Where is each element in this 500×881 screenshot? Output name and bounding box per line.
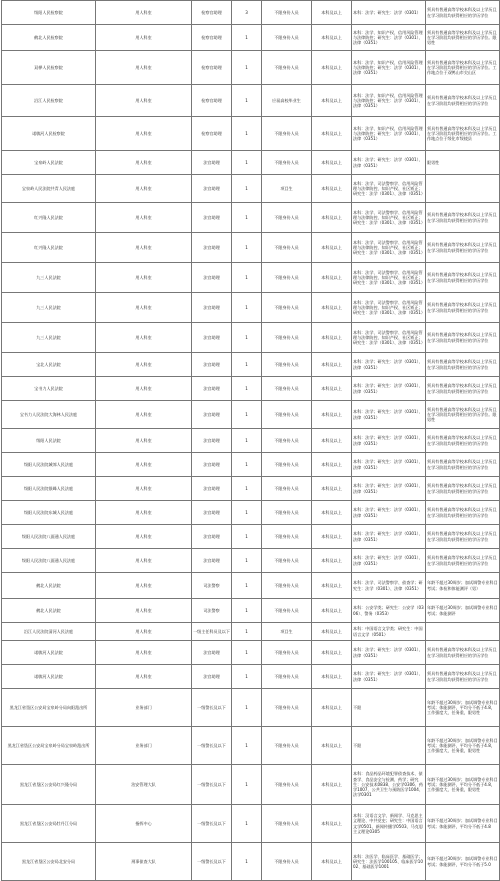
education-cell: 本科及以上 (312, 689, 352, 727)
major-cell: 本科：法学；研究生：法学（0301）、法律（0351） (352, 401, 426, 429)
employer-cell: 双桦人民检察院 (2, 51, 96, 85)
table-row (2, 623, 500, 641)
table-row (2, 525, 500, 549)
remark-cell (426, 175, 500, 203)
department-cell: 治安管理大队 (96, 765, 192, 805)
quota-cell: 1 (232, 117, 262, 151)
major-cell: 本科：法学、司法警察学、信用风险管理与法律防控、知识产权、社区矫正；研究生：法学（0301）、法律（0351） (352, 263, 426, 293)
remark-cell: 须具有普通高等学校本科及以上学历且在学习阶段均获得相应的学历学位 (426, 323, 500, 353)
remark-cell: 须具有普通高等学校本科及以上学历且在学习阶段均获得相应的学历学位 (426, 477, 500, 501)
position-cell: 一级警长及以下 (192, 727, 232, 765)
major-cell: 本科：法学；研究生：法学（0301）、法律（0351） (352, 665, 426, 689)
education-cell: 本科及以上 (312, 353, 352, 377)
quota-cell: 1 (232, 843, 262, 881)
employer-cell: 诺敏河人民法院 (2, 665, 96, 689)
remark-cell: 须具有普通高等学校本科及以上学历且在学习阶段均获得相应的学历学位 (426, 85, 500, 117)
remark-cell: 须具有普通高等学校本科及以上学历且在学习阶段均获得相应的学历学位 (426, 641, 500, 665)
identity-cell: 项目生 (262, 175, 312, 203)
employer-cell: 鹤北人民法院 (2, 599, 96, 623)
quota-cell: 1 (232, 203, 262, 233)
remark-cell: 须具有普通高等学校本科及以上学历且在学习阶段均获得相应的学历学位 (426, 353, 500, 377)
position-cell: 法官助理 (192, 377, 232, 401)
table-row (2, 263, 500, 293)
quota-cell: 1 (232, 293, 262, 323)
table-row (2, 549, 500, 573)
quota-cell: 1 (232, 401, 262, 429)
major-cell: 本科：法学；研究生：法学（0301）、法律（0351） (352, 477, 426, 501)
quota-cell: 1 (232, 525, 262, 549)
identity-cell: 不限身份人员 (262, 765, 312, 805)
major-cell: 本科：法学、知识产权、信用风险管理与法律防控；研究生：法学（0301）、法律（0351） (352, 25, 426, 51)
position-cell: 法官助理 (192, 323, 232, 353)
identity-cell: 项目生 (262, 623, 312, 641)
department-cell: 用人科室 (96, 1, 192, 25)
education-cell: 本科及以上 (312, 429, 352, 453)
table-row (2, 203, 500, 233)
major-cell: 本科：法学、司法警察学、侦查学；研究生：法学（0301）、法律（0351） (352, 573, 426, 599)
employer-cell: 绥阳人民检察院 (2, 1, 96, 25)
employer-cell: 诺敏河人民法院 (2, 641, 96, 665)
employer-cell: 宝书力人民法院 (2, 377, 96, 401)
position-cell: 法官助理 (192, 151, 232, 175)
remark-cell: 须具有普通高等学校本科及以上学历且在学习阶段均获得相应的学历学位 (426, 203, 500, 233)
remark-cell: 须具有普通高等学校本科及以上学历且在学习阶段均获得相应的学历学位 (426, 453, 500, 477)
position-cell: 检察官助理 (192, 85, 232, 117)
table-row (2, 151, 500, 175)
quota-cell: 1 (232, 263, 262, 293)
table-row (2, 401, 500, 429)
identity-cell: 不限身份人员 (262, 25, 312, 51)
position-cell: 法官助理 (192, 525, 232, 549)
education-cell: 本科及以上 (312, 51, 352, 85)
education-cell: 本科及以上 (312, 843, 352, 881)
remark-cell: 须具有普通高等学校本科及以上学历且在学习阶段均获得相应的学历学位 (426, 1, 500, 25)
department-cell: 用人科室 (96, 151, 192, 175)
remark-cell: 须具有普通高等学校本科及以上学历且在学习阶段均获得相应的学历学位 (426, 233, 500, 263)
quota-cell: 1 (232, 665, 262, 689)
remark-cell: 限男性 (426, 151, 500, 175)
position-cell: 法官助理 (192, 353, 232, 377)
quota-cell: 1 (232, 765, 262, 805)
table-row (2, 353, 500, 377)
identity-cell: 不限身份人员 (262, 843, 312, 881)
remark-cell: 年龄不超过30周岁；加试调警专业科目考试；体能测评，平均分不低于4.8 (426, 805, 500, 843)
education-cell: 本科及以上 (312, 25, 352, 51)
position-cell: 法官助理 (192, 233, 232, 263)
education-cell: 本科及以上 (312, 453, 352, 477)
quota-cell: 1 (232, 51, 262, 85)
employer-cell: 红兴隆人民法院 (2, 233, 96, 263)
identity-cell: 不限身份人员 (262, 599, 312, 623)
remark-cell: 须具有普通高等学校本科及以上学历且在学习阶段均获得相应的学历学位 (426, 293, 500, 323)
major-cell: 本科：法学、知识产权、信用风险管理与法律防控；研究生：法学（0301）、法律（0351） (352, 51, 426, 85)
department-cell: 业务部门 (96, 689, 192, 727)
major-cell: 本科：法学、知识产权、信用风险管理与法律防控；研究生：法学（0301）、法律（0351） (352, 117, 426, 151)
identity-cell: 不限身份人员 (262, 51, 312, 85)
position-cell: 法官助理 (192, 293, 232, 323)
remark-cell: 年龄不超过30周岁；加试调警专业科目考试；体能测评，平均分不低于5.0 (426, 843, 500, 881)
education-cell: 本科及以上 (312, 525, 352, 549)
identity-cell: 不限身份人员 (262, 151, 312, 175)
identity-cell: 不限身份人员 (262, 641, 312, 665)
major-cell: 本科：法学、司法警察学、信用风险管理与法律防控、知识产权、社区矫正；研究生：法学（0301）、法律（0351） (352, 175, 426, 203)
education-cell: 本科及以上 (312, 1, 352, 25)
department-cell: 用人科室 (96, 25, 192, 51)
quota-cell: 1 (232, 727, 262, 765)
position-cell: 法官助理 (192, 175, 232, 203)
position-cell: 一级警长及以下 (192, 843, 232, 881)
position-cell: 法官助理 (192, 501, 232, 525)
department-cell: 用人科室 (96, 175, 192, 203)
table-row (2, 51, 500, 85)
department-cell: 用人科室 (96, 233, 192, 263)
education-cell: 本科及以上 (312, 377, 352, 401)
education-cell: 本科及以上 (312, 175, 352, 203)
department-cell: 用人科室 (96, 293, 192, 323)
major-cell: 本科：法学；研究生：法学（0301）、法律（0351） (352, 501, 426, 525)
table-row (2, 377, 500, 401)
employer-cell: 黑龙江省垦区公安局宝泉岭分局宝泉岭派出所 (2, 727, 96, 765)
department-cell: 用人科室 (96, 501, 192, 525)
department-cell: 用人科室 (96, 323, 192, 353)
major-cell: 本科：法学；研究生：法学（0301） (352, 1, 426, 25)
identity-cell: 不限身份人员 (262, 525, 312, 549)
employer-cell: 沿江人民法院清河人民法庭 (2, 623, 96, 641)
employer-cell: 绥阳人民法院八面通人民法庭 (2, 549, 96, 573)
remark-cell: 年龄不超过30周岁；加试调警专业科目考试；体能测评，平均分不低于4.8，工作强度大，任务重，限男性 (426, 689, 500, 727)
quota-cell: 1 (232, 353, 262, 377)
employer-cell: 诺敏河人民检察院 (2, 117, 96, 151)
education-cell: 本科及以上 (312, 501, 352, 525)
department-cell: 用人科室 (96, 549, 192, 573)
identity-cell: 不限身份人员 (262, 233, 312, 263)
identity-cell: 不限身份人员 (262, 549, 312, 573)
identity-cell: 不限身份人员 (262, 377, 312, 401)
identity-cell: 不限身份人员 (262, 689, 312, 727)
education-cell: 本科及以上 (312, 805, 352, 843)
department-cell: 用人科室 (96, 353, 192, 377)
quota-cell: 1 (232, 453, 262, 477)
identity-cell: 不限身份人员 (262, 573, 312, 599)
major-cell: 本科：法学、知识产权、信用风险管理与法律防控；研究生：法学（0301）、法律（0351） (352, 85, 426, 117)
table-row (2, 765, 500, 805)
table-row (2, 1, 500, 25)
identity-cell: 应届高校毕业生 (262, 85, 312, 117)
education-cell: 本科及以上 (312, 477, 352, 501)
department-cell: 用人科室 (96, 525, 192, 549)
department-cell: 业务部门 (96, 727, 192, 765)
education-cell: 本科及以上 (312, 623, 352, 641)
position-cell: 法官助理 (192, 263, 232, 293)
identity-cell: 不限身份人员 (262, 323, 312, 353)
employer-cell: 九三人民法院 (2, 323, 96, 353)
major-cell: 不限 (352, 689, 426, 727)
department-cell: 用人科室 (96, 599, 192, 623)
identity-cell: 不限身份人员 (262, 117, 312, 151)
education-cell: 本科及以上 (312, 233, 352, 263)
quota-cell: 1 (232, 599, 262, 623)
employer-cell: 绥阳人民法院东城人民法庭 (2, 501, 96, 525)
table-row (2, 727, 500, 765)
remark-cell (426, 623, 500, 641)
education-cell: 本科及以上 (312, 599, 352, 623)
remark-cell: 年龄不超过30周岁；加试调警专业科目考试；体检和体能测评（男） (426, 573, 500, 599)
employer-cell: 九三人民法院 (2, 263, 96, 293)
quota-cell: 1 (232, 429, 262, 453)
table-row (2, 429, 500, 453)
remark-cell: 须具有普通高等学校本科及以上学历且在学习阶段均获得相应的学历学位 (426, 429, 500, 453)
education-cell: 本科及以上 (312, 203, 352, 233)
employer-cell: 绥阳人民法院城郊人民法庭 (2, 453, 96, 477)
position-cell: 法官助理 (192, 549, 232, 573)
table-row (2, 25, 500, 51)
identity-cell: 不限身份人员 (262, 1, 312, 25)
position-cell: 检察官助理 (192, 1, 232, 25)
table-row (2, 599, 500, 623)
identity-cell: 不限身份人员 (262, 293, 312, 323)
position-cell: 法官助理 (192, 641, 232, 665)
department-cell: 用人科室 (96, 641, 192, 665)
quota-cell: 1 (232, 641, 262, 665)
major-cell: 不限 (352, 727, 426, 765)
education-cell: 本科及以上 (312, 765, 352, 805)
education-cell: 本科及以上 (312, 117, 352, 151)
table-row (2, 843, 500, 881)
employer-cell: 宝泉岭人民法院 (2, 151, 96, 175)
identity-cell: 不限身份人员 (262, 501, 312, 525)
position-cell: 检察官助理 (192, 117, 232, 151)
identity-cell: 不限身份人员 (262, 429, 312, 453)
employer-cell: 黑龙江省垦区公安局宝泉岭分局向阳派出所 (2, 689, 96, 727)
employer-cell: 宝泉岭人民法院共青人民法庭 (2, 175, 96, 203)
department-cell: 用人科室 (96, 85, 192, 117)
department-cell: 用人科室 (96, 429, 192, 453)
department-cell: 用人科室 (96, 203, 192, 233)
major-cell: 本科：法医学、临床医学、基础医学；研究生：法医学100105、临床医学1002、基础医学1001 (352, 843, 426, 881)
quota-cell: 1 (232, 689, 262, 727)
department-cell: 用人科室 (96, 623, 192, 641)
employer-cell: 沿江人民检察院 (2, 85, 96, 117)
major-cell: 本科：食品药品环境犯罪侦查技术、侦查学、食品安全与检测、药学；研究生：公安技术0838、公安学0306、药学1007、公共卫生与预防医学1004、法学0301 (352, 765, 426, 805)
position-cell: 一级警长及以下 (192, 765, 232, 805)
table-row (2, 117, 500, 151)
department-cell: 刑事侦查大队 (96, 843, 192, 881)
department-cell: 指挥中心 (96, 805, 192, 843)
remark-cell: 须具有普通高等学校本科及以上学历且在学习阶段均获得相应的学历学位 (426, 525, 500, 549)
quota-cell: 1 (232, 175, 262, 203)
remark-cell: 须具有普通高等学校本科及以上学历且在学习阶段均获得相应的学历学位。工作地点位于双鸭山市尖山区 (426, 51, 500, 85)
employer-cell: 红兴隆人民法院 (2, 203, 96, 233)
quota-cell: 1 (232, 323, 262, 353)
quota-cell: 1 (232, 25, 262, 51)
education-cell: 本科及以上 (312, 549, 352, 573)
major-cell: 本科：法学；研究生：法学（0301）、法律（0351） (352, 525, 426, 549)
remark-cell: 须具有普通高等学校本科及以上学历且在学习阶段均获得相应的学历学位 (426, 549, 500, 573)
major-cell: 本科：法学；研究生：法学（0301）、法律（0351） (352, 549, 426, 573)
major-cell: 本科：法学、司法警察学、信用风险管理与法律防控、知识产权、社区矫正；研究生：法学（0301）、法律（0351） (352, 293, 426, 323)
position-cell: 法官助理 (192, 453, 232, 477)
education-cell: 本科及以上 (312, 641, 352, 665)
identity-cell: 不限身份人员 (262, 453, 312, 477)
major-cell: 本科：法学、司法警察学、信用风险管理与法律防控、知识产权、社区矫正；研究生：法学（0301）、法律（0351） (352, 323, 426, 353)
table-row (2, 477, 500, 501)
identity-cell: 不限身份人员 (262, 353, 312, 377)
employer-cell: 绥阳人民法院银峰人民法庭 (2, 477, 96, 501)
identity-cell: 不限身份人员 (262, 203, 312, 233)
table-row (2, 689, 500, 727)
major-cell: 本科：汉语言文学、新闻学、马克思主义理论、中共党史；研究生：中国语言文学0501、新闻传播学0503、马克思主义理论0305 (352, 805, 426, 843)
quota-cell: 1 (232, 377, 262, 401)
major-cell: 本科：法学、司法警察学、信用风险管理与法律防控、知识产权、社区矫正；研究生：法学（0301）、法律（0351） (352, 233, 426, 263)
table-row (2, 85, 500, 117)
education-cell: 本科及以上 (312, 323, 352, 353)
department-cell: 用人科室 (96, 117, 192, 151)
position-cell: 法官助理 (192, 401, 232, 429)
position-cell: 法官助理 (192, 477, 232, 501)
table-row (2, 323, 500, 353)
remark-cell: 须具有普通高等学校本科及以上学历且在学习阶段均获得相应的学历学位 (426, 263, 500, 293)
quota-cell: 1 (232, 501, 262, 525)
remark-cell: 须具有普通高等学校本科及以上学历且在学习阶段均获得相应的学历学位 (426, 665, 500, 689)
remark-cell: 年龄不超过30周岁；加试调警专业科目考试；体能测评，平均分不低于4.8，工作强度大，任务重，限男性 (426, 727, 500, 765)
department-cell: 用人科室 (96, 573, 192, 599)
table-row (2, 453, 500, 477)
table-row (2, 175, 500, 203)
table-row (2, 293, 500, 323)
employer-cell: 绥阳人民法院八面通人民法庭 (2, 525, 96, 549)
education-cell: 本科及以上 (312, 151, 352, 175)
major-cell: 本科：法学；研究生：法学（0301）、法律（0351） (352, 377, 426, 401)
education-cell: 本科及以上 (312, 401, 352, 429)
identity-cell: 不限身份人员 (262, 665, 312, 689)
identity-cell: 不限身份人员 (262, 263, 312, 293)
quota-cell: 1 (232, 573, 262, 599)
position-cell: 司法警察 (192, 573, 232, 599)
position-cell: 检察官助理 (192, 51, 232, 85)
remark-cell: 须具有普通高等学校本科及以上学历且在学习阶段均获得相应的学历学位 (426, 377, 500, 401)
department-cell: 用人科室 (96, 51, 192, 85)
remark-cell: 须具有普通高等学校本科及以上学历且在学习阶段均获得相应的学历学位。工作地点位于绥化市绥棱县 (426, 117, 500, 151)
employer-cell: 黑龙江省垦区公安局红兴隆分局 (2, 765, 96, 805)
department-cell: 用人科室 (96, 665, 192, 689)
education-cell: 本科及以上 (312, 727, 352, 765)
position-cell: 法官助理 (192, 429, 232, 453)
table-row (2, 665, 500, 689)
education-cell: 本科及以上 (312, 293, 352, 323)
quota-cell: 1 (232, 85, 262, 117)
education-cell: 本科及以上 (312, 573, 352, 599)
department-cell: 用人科室 (96, 263, 192, 293)
position-cell: 检察官助理 (192, 25, 232, 51)
employer-cell: 宝北人民法院 (2, 353, 96, 377)
table-row (2, 573, 500, 599)
employer-cell: 九三人民法院 (2, 293, 96, 323)
identity-cell: 不限身份人员 (262, 477, 312, 501)
identity-cell: 不限身份人员 (262, 727, 312, 765)
position-table-body (2, 1, 500, 881)
employer-cell: 黑龙江省垦区公安局北安分局 (2, 843, 96, 881)
quota-cell: 1 (232, 477, 262, 501)
quota-cell: 1 (232, 549, 262, 573)
department-cell: 用人科室 (96, 477, 192, 501)
position-cell: 法官助理 (192, 203, 232, 233)
major-cell: 本科：法学；研究生：法学（0301）、法律（0351） (352, 453, 426, 477)
table-row (2, 501, 500, 525)
table-row (2, 233, 500, 263)
quota-cell: 1 (232, 151, 262, 175)
remark-cell: 须具有普通高等学校本科及以上学历且在学习阶段均获得相应的学历学位。限男性 (426, 25, 500, 51)
table-row (2, 641, 500, 665)
major-cell: 本科：法学；研究生：法学（0301）、法律（0351） (352, 151, 426, 175)
identity-cell: 不限身份人员 (262, 401, 312, 429)
department-cell: 用人科室 (96, 401, 192, 429)
education-cell: 本科及以上 (312, 85, 352, 117)
position-cell: 一级主任科员及以下 (192, 623, 232, 641)
department-cell: 用人科室 (96, 377, 192, 401)
employer-cell: 宝书力人民法院大海林人民法庭 (2, 401, 96, 429)
major-cell: 本科：法学、司法警察学、信用风险管理与法律防控、知识产权、社区矫正；研究生：法学（0301）、法律（0351） (352, 203, 426, 233)
employer-cell: 鹤北人民法院 (2, 573, 96, 599)
employer-cell: 绥阳人民法院 (2, 429, 96, 453)
education-cell: 本科及以上 (312, 263, 352, 293)
major-cell: 本科：法学；研究生：法学（0301）、法律（0351） (352, 353, 426, 377)
position-cell: 一级警长及以下 (192, 805, 232, 843)
major-cell: 本科：公安学类；研究生：公安学（0306）、警务（0353） (352, 599, 426, 623)
remark-cell: 须具有普通高等学校本科及以上学历且在学习阶段均获得相应的学历学位。限男性 (426, 401, 500, 429)
major-cell: 本科：法学；研究生：法学（0301）、法律（0351） (352, 429, 426, 453)
department-cell: 用人科室 (96, 453, 192, 477)
identity-cell: 不限身份人员 (262, 805, 312, 843)
employer-cell: 黑龙江省垦区公安局牡丹江分局 (2, 805, 96, 843)
position-cell: 一级警长及以下 (192, 689, 232, 727)
position-cell: 法官助理 (192, 665, 232, 689)
remark-cell: 须具有普通高等学校本科及以上学历且在学习阶段均获得相应的学历学位 (426, 501, 500, 525)
employer-cell: 鹤北人民检察院 (2, 25, 96, 51)
quota-cell: 3 (232, 1, 262, 25)
major-cell: 本科：中国语言文学类；研究生：中国语言文学（0501） (352, 623, 426, 641)
position-table (1, 0, 500, 881)
major-cell: 本科：法学；研究生：法学（0301）、法律（0351） (352, 641, 426, 665)
quota-cell: 1 (232, 805, 262, 843)
quota-cell: 1 (232, 623, 262, 641)
position-cell: 司法警察 (192, 599, 232, 623)
table-row (2, 805, 500, 843)
education-cell: 本科及以上 (312, 665, 352, 689)
remark-cell: 年龄不超过30周岁；加试调警专业科目考试；体能测评，平均分不低于4.8，工作强度大，任务重，限男性 (426, 765, 500, 805)
remark-cell: 年龄不超过30周岁；加试调警专业科目考试；体能测评 (426, 599, 500, 623)
quota-cell: 1 (232, 233, 262, 263)
